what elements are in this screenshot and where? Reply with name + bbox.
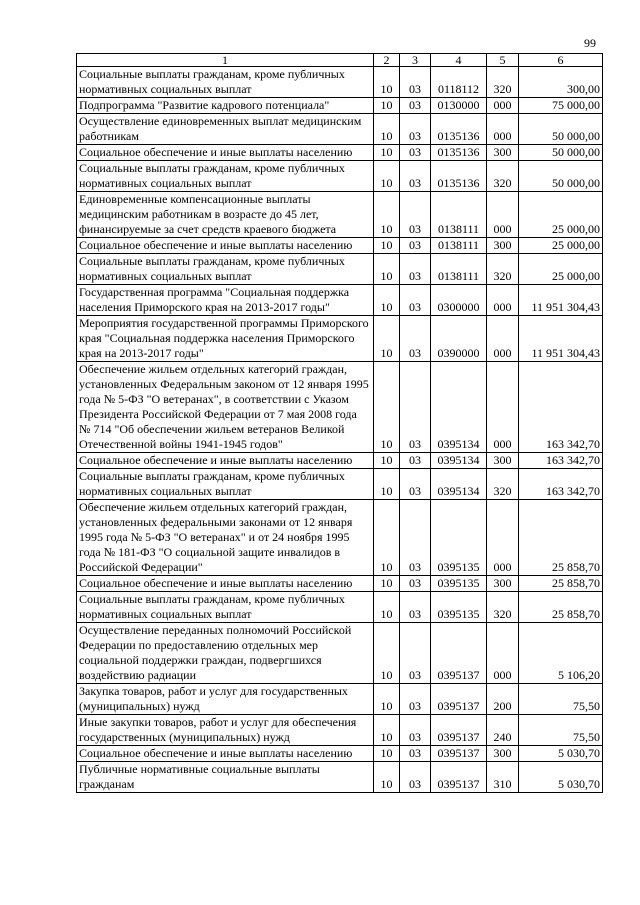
header-cell: 1 (77, 54, 374, 67)
row-expense-type: 000 (487, 500, 519, 576)
row-target-article: 0395137 (431, 715, 487, 746)
row-expense-type: 000 (487, 362, 519, 453)
table-row (77, 145, 603, 161)
row-target-article: 0135136 (431, 145, 487, 161)
table-row (77, 285, 603, 316)
row-target-article: 0138111 (431, 192, 487, 238)
row-expense-type: 300 (487, 746, 519, 762)
row-name: Обеспечение жильем отдельных категорий граждан, установленных Федеральным законом от 12 января 1995 года № 5-ФЗ "О ветеранах", в соответствии с Указом Президента Российской Федерации от 7 мая 2008 года № 714 "Об обеспечении жильем ветеранов Великой Отечественной войны 1941-1945 годов" (77, 362, 374, 453)
table-row (77, 469, 603, 500)
row-amount: 163 342,70 (519, 469, 603, 500)
row-razdel: 10 (374, 576, 400, 592)
row-target-article: 0138111 (431, 254, 487, 285)
row-podrazdel: 03 (400, 362, 431, 453)
row-expense-type: 300 (487, 576, 519, 592)
row-name: Закупка товаров, работ и услуг для государственных (муниципальных) нужд (77, 684, 374, 715)
row-razdel: 10 (374, 684, 400, 715)
row-expense-type: 320 (487, 469, 519, 500)
table-row (77, 192, 603, 238)
row-target-article: 0395137 (431, 684, 487, 715)
row-amount: 163 342,70 (519, 453, 603, 469)
page-number: 99 (584, 36, 596, 50)
row-name: Обеспечение жильем отдельных категорий граждан, установленных федеральными законами от 12 января 1995 года № 5-ФЗ "О ветеранах" и от 24 ноября 1995 года № 181-ФЗ "О социальной защите инвалидов в Российской Федерации" (77, 500, 374, 576)
table-row (77, 623, 603, 684)
row-target-article: 0138111 (431, 238, 487, 254)
row-name: Единовременные компенсационные выплаты медицинским работникам в возрасте до 45 лет, финансируемые за счет средств краевого бюджета (77, 192, 374, 238)
row-expense-type: 000 (487, 316, 519, 362)
row-razdel: 10 (374, 98, 400, 114)
row-target-article: 0395137 (431, 762, 487, 793)
row-razdel: 10 (374, 145, 400, 161)
row-target-article: 0135136 (431, 161, 487, 192)
table-row (77, 500, 603, 576)
row-podrazdel: 03 (400, 316, 431, 362)
row-razdel: 10 (374, 762, 400, 793)
row-expense-type: 000 (487, 623, 519, 684)
table-row (77, 254, 603, 285)
row-name: Иные закупки товаров, работ и услуг для обеспечения государственных (муниципальных) нужд (77, 715, 374, 746)
row-amount: 163 342,70 (519, 362, 603, 453)
row-podrazdel: 03 (400, 500, 431, 576)
row-amount: 300,00 (519, 67, 603, 98)
row-razdel: 10 (374, 161, 400, 192)
row-target-article: 0395137 (431, 746, 487, 762)
table-row (77, 576, 603, 592)
row-podrazdel: 03 (400, 453, 431, 469)
row-amount: 11 951 304,43 (519, 316, 603, 362)
row-name: Мероприятия государственной программы Приморского края "Социальная поддержка населения Приморского края на 2013-2017 годы" (77, 316, 374, 362)
row-razdel: 10 (374, 114, 400, 145)
row-podrazdel: 03 (400, 285, 431, 316)
row-razdel: 10 (374, 715, 400, 746)
table-row (77, 316, 603, 362)
row-razdel: 10 (374, 238, 400, 254)
row-podrazdel: 03 (400, 762, 431, 793)
row-name: Подпрограмма "Развитие кадрового потенциала" (77, 98, 374, 114)
row-target-article: 0300000 (431, 285, 487, 316)
header-cell: 4 (431, 54, 487, 67)
row-name: Социальное обеспечение и иные выплаты населению (77, 145, 374, 161)
row-amount: 50 000,00 (519, 114, 603, 145)
row-expense-type: 320 (487, 254, 519, 285)
row-name: Социальное обеспечение и иные выплаты населению (77, 238, 374, 254)
row-podrazdel: 03 (400, 67, 431, 98)
row-name: Осуществление единовременных выплат медицинским работникам (77, 114, 374, 145)
table-row (77, 114, 603, 145)
row-expense-type: 200 (487, 684, 519, 715)
row-expense-type: 300 (487, 238, 519, 254)
row-target-article: 0395134 (431, 469, 487, 500)
row-amount: 25 858,70 (519, 576, 603, 592)
table-row (77, 362, 603, 453)
row-name: Социальное обеспечение и иные выплаты населению (77, 576, 374, 592)
row-podrazdel: 03 (400, 592, 431, 623)
row-podrazdel: 03 (400, 746, 431, 762)
row-name: Социальные выплаты гражданам, кроме публичных нормативных социальных выплат (77, 254, 374, 285)
row-razdel: 10 (374, 500, 400, 576)
row-expense-type: 240 (487, 715, 519, 746)
row-expense-type: 320 (487, 67, 519, 98)
row-podrazdel: 03 (400, 238, 431, 254)
row-podrazdel: 03 (400, 114, 431, 145)
row-amount: 5 030,70 (519, 762, 603, 793)
row-expense-type: 320 (487, 161, 519, 192)
row-target-article: 0395137 (431, 623, 487, 684)
table-row (77, 238, 603, 254)
row-razdel: 10 (374, 362, 400, 453)
row-name: Социальное обеспечение и иные выплаты населению (77, 453, 374, 469)
row-target-article: 0118112 (431, 67, 487, 98)
header-row (77, 54, 603, 67)
row-target-article: 0395135 (431, 592, 487, 623)
row-amount: 75 000,00 (519, 98, 603, 114)
row-podrazdel: 03 (400, 98, 431, 114)
row-name: Осуществление переданных полномочий Российской Федерации по предоставлению отдельных мер социальной поддержки граждан, подвергшихся воздействию радиации (77, 623, 374, 684)
header-cell: 3 (400, 54, 431, 67)
row-razdel: 10 (374, 469, 400, 500)
header-cell: 2 (374, 54, 400, 67)
table-row (77, 715, 603, 746)
table-row (77, 67, 603, 98)
row-podrazdel: 03 (400, 161, 431, 192)
row-razdel: 10 (374, 623, 400, 684)
row-razdel: 10 (374, 592, 400, 623)
row-name: Публичные нормативные социальные выплаты гражданам (77, 762, 374, 793)
table-row (77, 762, 603, 793)
row-podrazdel: 03 (400, 684, 431, 715)
row-razdel: 10 (374, 285, 400, 316)
table-row (77, 453, 603, 469)
row-name: Государственная программа "Социальная поддержка населения Приморского края на 2013-2017 годы" (77, 285, 374, 316)
row-razdel: 10 (374, 192, 400, 238)
row-podrazdel: 03 (400, 469, 431, 500)
row-amount: 11 951 304,43 (519, 285, 603, 316)
row-target-article: 0390000 (431, 316, 487, 362)
row-expense-type: 300 (487, 453, 519, 469)
budget-table (76, 53, 603, 793)
row-amount: 5 106,20 (519, 623, 603, 684)
row-amount: 50 000,00 (519, 145, 603, 161)
row-target-article: 0395134 (431, 453, 487, 469)
row-name: Социальные выплаты гражданам, кроме публичных нормативных социальных выплат (77, 67, 374, 98)
row-expense-type: 300 (487, 145, 519, 161)
row-podrazdel: 03 (400, 254, 431, 285)
row-name: Социальные выплаты гражданам, кроме публичных нормативных социальных выплат (77, 161, 374, 192)
row-name: Социальные выплаты гражданам, кроме публичных нормативных социальных выплат (77, 592, 374, 623)
row-podrazdel: 03 (400, 576, 431, 592)
row-amount: 50 000,00 (519, 161, 603, 192)
row-podrazdel: 03 (400, 623, 431, 684)
table-row (77, 684, 603, 715)
row-amount: 25 858,70 (519, 592, 603, 623)
row-podrazdel: 03 (400, 192, 431, 238)
row-razdel: 10 (374, 316, 400, 362)
header-cell: 6 (519, 54, 603, 67)
table-row (77, 592, 603, 623)
row-razdel: 10 (374, 254, 400, 285)
row-expense-type: 000 (487, 114, 519, 145)
row-razdel: 10 (374, 453, 400, 469)
row-amount: 75,50 (519, 684, 603, 715)
row-expense-type: 320 (487, 592, 519, 623)
row-amount: 25 000,00 (519, 238, 603, 254)
row-target-article: 0135136 (431, 114, 487, 145)
row-target-article: 0130000 (431, 98, 487, 114)
row-target-article: 0395135 (431, 500, 487, 576)
row-expense-type: 000 (487, 285, 519, 316)
row-razdel: 10 (374, 67, 400, 98)
row-amount: 75,50 (519, 715, 603, 746)
table-row (77, 161, 603, 192)
row-expense-type: 000 (487, 98, 519, 114)
row-amount: 25 000,00 (519, 192, 603, 238)
row-expense-type: 000 (487, 192, 519, 238)
row-amount: 25 000,00 (519, 254, 603, 285)
header-cell: 5 (487, 54, 519, 67)
row-target-article: 0395134 (431, 362, 487, 453)
row-name: Социальное обеспечение и иные выплаты населению (77, 746, 374, 762)
row-razdel: 10 (374, 746, 400, 762)
row-target-article: 0395135 (431, 576, 487, 592)
table-row (77, 98, 603, 114)
row-podrazdel: 03 (400, 145, 431, 161)
row-amount: 5 030,70 (519, 746, 603, 762)
row-name: Социальные выплаты гражданам, кроме публичных нормативных социальных выплат (77, 469, 374, 500)
table-row (77, 746, 603, 762)
row-expense-type: 310 (487, 762, 519, 793)
row-podrazdel: 03 (400, 715, 431, 746)
row-amount: 25 858,70 (519, 500, 603, 576)
